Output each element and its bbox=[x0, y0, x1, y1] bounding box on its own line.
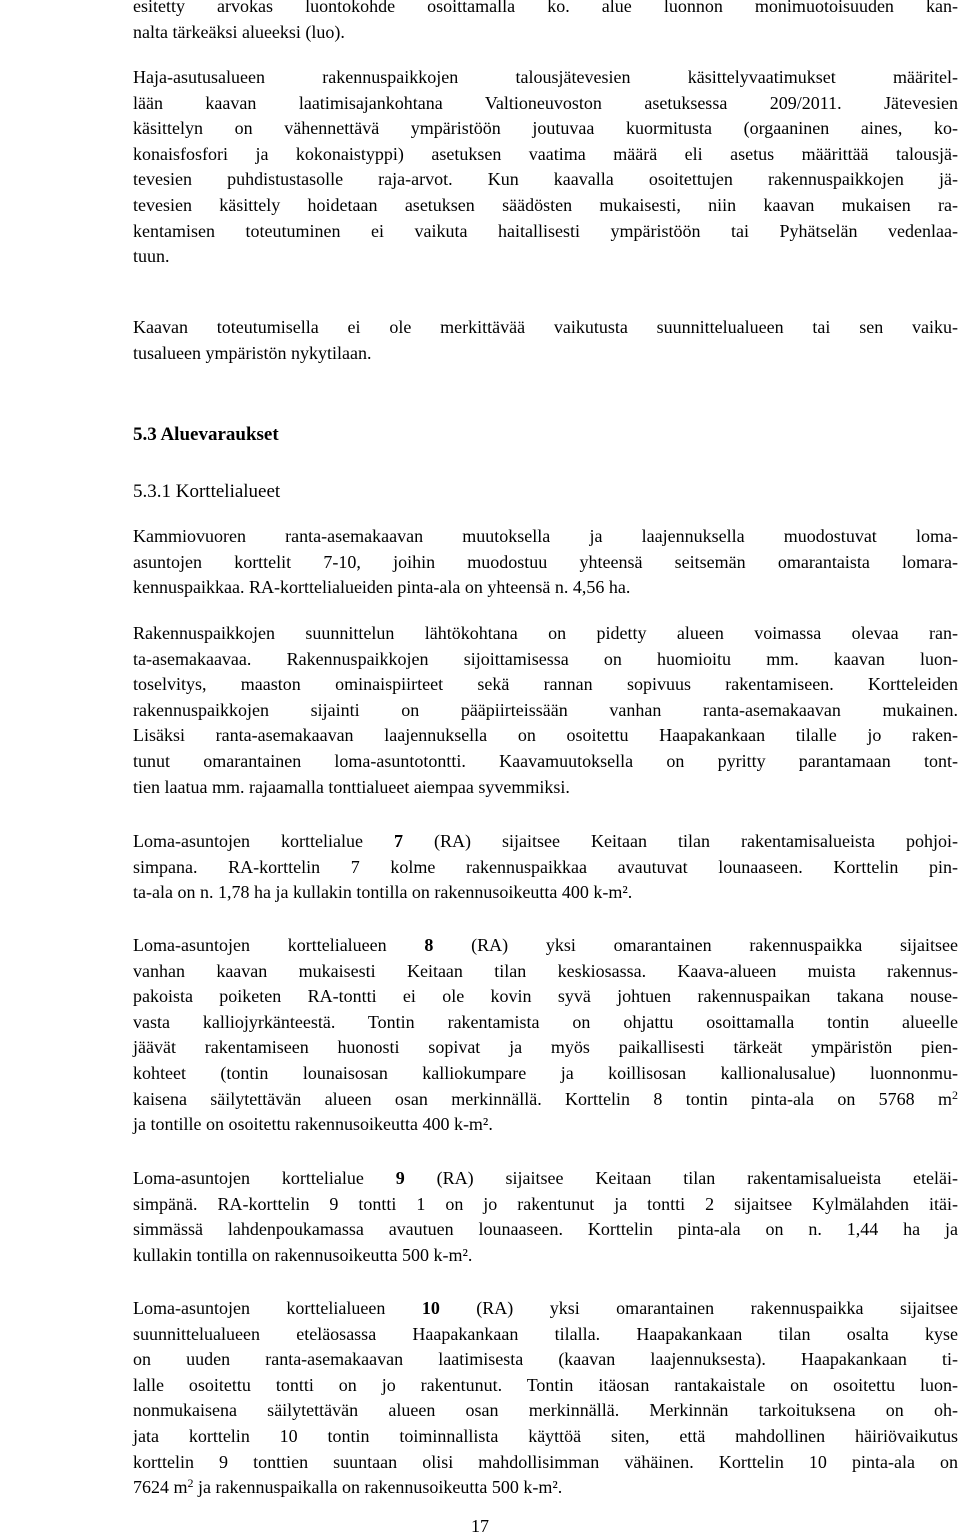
text-line: vasta kalliojyrkänteestä. Tontin rakentamista on ohjattu osoittamalla tontin alueelle bbox=[133, 1011, 958, 1032]
text-line: nonmukaisena säilytettävän alueen osan merkinnällä. Merkinnän tarkoituksena on oh- bbox=[133, 1400, 958, 1421]
text-line: simpana. RA-korttelin 7 kolme rakennuspaikkaa avautuvat lounaaseen. Korttelin pin- bbox=[133, 856, 958, 877]
text-line: tusalueen ympäristön nykytilaan. bbox=[133, 342, 372, 363]
superscript: 2 bbox=[187, 1476, 194, 1491]
text-line: jata korttelin 10 tontin toiminnallista käyttöä siten, että mahdollinen häiriövaikutus bbox=[133, 1425, 958, 1446]
text-span: (RA) yksi omarantainen rakennuspaikka sijaitsee bbox=[439, 1298, 958, 1318]
section-heading-5-3: 5.3 Aluevaraukset bbox=[133, 424, 279, 445]
text-span: Loma-asuntojen korttelialueen bbox=[133, 1298, 422, 1318]
paragraph-planning-basis bbox=[133, 621, 958, 800]
text-line: simpänä. RA-korttelin 9 tontti 1 on jo rakentunut ja tontti 2 sijaitsee Kylmälahden itäi- bbox=[133, 1193, 958, 1214]
text-line: lään kaavan laatimisajankohtana Valtioneuvoston asetuksessa 209/2011. Jätevesien bbox=[133, 92, 958, 113]
block-number: 10 bbox=[421, 1298, 440, 1318]
text-span: Loma-asuntojen korttelialueen bbox=[133, 935, 425, 955]
text-span: (RA) sijaitsee Keitaan tilan rakentamisalueista eteläi- bbox=[404, 1168, 958, 1188]
paragraph-block-7 bbox=[133, 829, 958, 906]
text-span: 7624 m bbox=[133, 1477, 188, 1498]
text-line bbox=[133, 933, 958, 959]
text-line: pakoista poiketen RA-tontti ei ole kovin syvä johtuen rakennuspaikan takana nouse- bbox=[133, 986, 958, 1007]
text-span: (RA) sijaitsee Keitaan tilan rakentamisalueista pohjoi- bbox=[402, 831, 958, 851]
text-line: tuun. bbox=[133, 246, 170, 267]
text-line bbox=[133, 1166, 958, 1192]
text-line: Kammiovuoren ranta-asemakaavan muutoksella ja laajennuksella muodostuvat loma- bbox=[133, 526, 958, 546]
text-line: Lisäksi ranta-asemakaavan laajennuksella on osoitettu Haapakankaan tilalle jo raken- bbox=[133, 725, 958, 746]
text-line bbox=[133, 1087, 958, 1113]
block-number: 9 bbox=[395, 1168, 405, 1188]
paragraph-blocks-overview bbox=[133, 524, 958, 601]
text-span: Loma-asuntojen korttelialue bbox=[133, 831, 394, 851]
text-line: tunut omarantainen loma-asuntotontti. Kaavamuutoksella on pyritty parantamaan tont- bbox=[133, 750, 958, 771]
paragraph-wastewater bbox=[133, 65, 958, 270]
text-line: simmässä lahdenpoukamassa avautuen lounaaseen. Korttelin pinta-ala on n. 1,44 ha ja bbox=[133, 1219, 958, 1240]
text-line: käsittelyn on vähennettävä ympäristöön joutuvaa kuormitusta (orgaaninen aines, ko- bbox=[133, 118, 958, 139]
text-line: on uuden ranta-asemakaavan laatimisesta (kaavan laajennuksesta). Haapakankaan ti- bbox=[133, 1349, 958, 1370]
text-line: rakennuspaikkojen sijainti on pääpiirteissään vanhan ranta-asemakaavan mukainen. bbox=[133, 699, 958, 720]
text-line bbox=[133, 1296, 958, 1322]
text-span: Loma-asuntojen korttelialue bbox=[133, 1168, 396, 1188]
superscript: 2 bbox=[952, 1087, 958, 1102]
paragraph-block-10 bbox=[133, 1296, 958, 1501]
page-number: 17 bbox=[471, 1516, 489, 1536]
text-line bbox=[133, 1475, 958, 1501]
paragraph-block-8 bbox=[133, 933, 958, 1138]
text-line: toselvitys, maaston ominaispiirteet sekä rannan sopivuus rakentamiseen. Kortteleiden bbox=[133, 674, 958, 695]
block-number: 7 bbox=[393, 831, 403, 851]
text-line: suunnittelualueen eteläosassa Haapakankaan tilalla. Haapakankaan tilan osalta kyse bbox=[133, 1323, 958, 1344]
text-line: kullakin tontilla on rakennusoikeutta 500 k-m². bbox=[133, 1244, 473, 1265]
text-line: esitetty arvokas luontokohde osoittamalla ko. alue luonnon monimuotoisuuden kan- bbox=[133, 0, 958, 16]
paragraph-impact bbox=[133, 315, 958, 366]
paragraph-block-9 bbox=[133, 1166, 958, 1268]
paragraph-intro bbox=[133, 0, 958, 45]
text-line: Rakennuspaikkojen suunnittelun lähtökohtana on pidetty alueen voimassa olevaa ran- bbox=[133, 623, 958, 643]
text-span: ja rakennuspaikalla on rakennusoikeutta 500 k-m². bbox=[193, 1477, 563, 1498]
block-number: 8 bbox=[424, 935, 434, 955]
text-line: ja tontille on osoitettu rakennusoikeutta 400 k-m². bbox=[133, 1114, 493, 1135]
text-line: ta-ala on n. 1,78 ha ja kullakin tontilla on rakennusoikeutta 400 k-m². bbox=[133, 882, 633, 903]
text-line: jäävät rakentamiseen huonosti sopivat ja myös paikallisesti tärkeät ympäristön pien- bbox=[133, 1037, 958, 1058]
text-line: lalle osoitettu tontti on jo rakentunut. Tontin itäosan rantakaistale on osoitettu luon- bbox=[133, 1374, 958, 1395]
text-span: (RA) yksi omarantainen rakennuspaikka sijaitsee bbox=[433, 935, 958, 955]
text-line: ta-asemakaavaa. Rakennuspaikkojen sijoittamisessa on huomioitu mm. kaavan luon- bbox=[133, 648, 958, 669]
text-line: vanhan kaavan mukaisesti Keitaan tilan keskiosassa. Kaava-alueen muista rakennus- bbox=[133, 960, 958, 981]
text-line: asuntojen korttelit 7-10, joihin muodostuu yhteensä seitsemän omarantaista lomara- bbox=[133, 551, 958, 572]
text-span: kaisena säilytettävän alueen osan merkinnällä. Korttelin 8 tontin pinta-ala on 5768 m bbox=[133, 1088, 952, 1109]
text-line: tevesien puhdistustasolle raja-arvot. Kun kaavalla osoitettujen rakennuspaikkojen jä- bbox=[133, 169, 958, 190]
text-line: tevesien käsittely hoidetaan asetuksen säädösten mukaisesti, niin kaavan mukaisen ra- bbox=[133, 194, 958, 215]
text-line: kentamisen toteutuminen ei vaikuta haitallisesti ympäristöön tai Pyhätselän vedenlaa- bbox=[133, 220, 958, 241]
text-line: Kaavan toteutumisella ei ole merkittävää vaikutusta suunnittelualueen tai sen vaiku- bbox=[133, 317, 958, 337]
text-line: kennuspaikkaa. RA-korttelialueiden pinta-ala on yhteensä n. 4,56 ha. bbox=[133, 577, 631, 598]
text-line: korttelin 9 tonttien suuntaan olisi mahdollisimman vähäinen. Korttelin 10 pinta-ala on bbox=[133, 1451, 958, 1472]
text-line: nalta tärkeäksi alueeksi (luo). bbox=[133, 21, 345, 42]
text-line bbox=[133, 829, 958, 855]
text-line: kohteet (tontin lounaisosan kalliokumpare ja koillisosan kallionalusalue) luonnonmu- bbox=[133, 1062, 958, 1083]
text-line: konaisfosfori ja kokonaistyppi) asetuksen vaatima määrä eli asetus määrittää talousjä- bbox=[133, 143, 958, 164]
section-heading-5-3-1: 5.3.1 Korttelialueet bbox=[133, 481, 281, 502]
text-line: Haja-asutusalueen rakennuspaikkojen talousjätevesien käsittelyvaatimukset määritel- bbox=[133, 67, 958, 87]
text-line: tien laatua mm. rajaamalla tonttialueet aiempaa syvemmiksi. bbox=[133, 776, 570, 797]
